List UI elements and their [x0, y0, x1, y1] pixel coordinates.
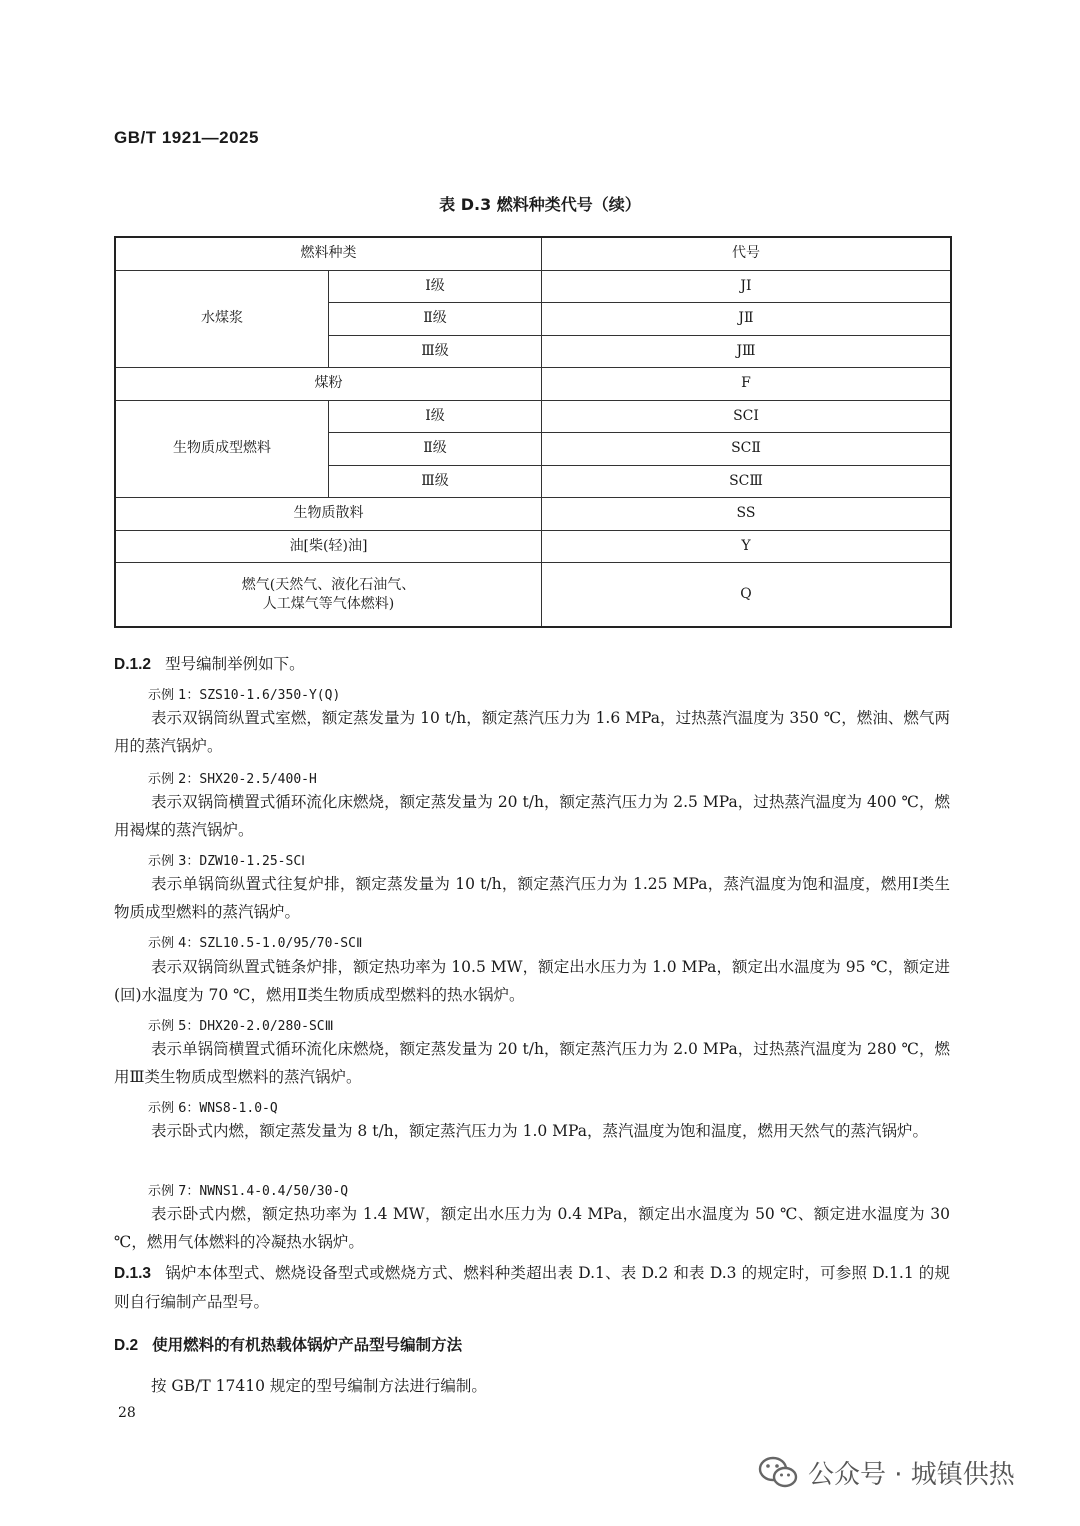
example-label	[148, 1180, 348, 1199]
example-label	[148, 1015, 334, 1034]
grade-cell: Ⅱ级	[329, 303, 542, 336]
grade-cell: Ⅲ级	[329, 335, 542, 368]
table-caption: 表 D.3 燃料种类代号（续）	[439, 195, 641, 214]
fuel-name-cell: 煤粉	[115, 368, 542, 401]
grade-cell: Ⅰ级	[329, 270, 542, 303]
section-text: 型号编制举例如下。	[165, 655, 305, 673]
example-label	[148, 768, 317, 787]
example-description: 表示双锅筒横置式循环流化床燃烧，额定蒸发量为 20 t/h，额定蒸汽压力为 2.5 MPa，过热蒸汽温度为 400 ℃，燃用褐煤的蒸汽锅炉。	[114, 793, 950, 839]
example-number: 示例 5：	[148, 1019, 200, 1034]
example-number: 示例 3：	[148, 854, 200, 869]
fuel-name-cell: 油[柴(轻)油]	[115, 530, 542, 563]
model-code: SZS10-1.6/350-Y(Q)	[199, 688, 341, 703]
document-code: GB/T 1921—2025	[114, 128, 259, 147]
example-label	[148, 850, 305, 869]
section-title: 使用燃料的有机热载体锅炉产品型号编制方法	[152, 1336, 463, 1354]
section-d2-text: 按 GB/T 17410 规定的型号编制方法进行编制。	[151, 1377, 487, 1395]
table-row	[115, 530, 951, 563]
fuel-name-cell: 水煤浆	[115, 270, 329, 368]
example-number: 示例 4：	[148, 936, 200, 951]
code-cell: Q	[542, 563, 952, 628]
example-number: 示例 1：	[148, 688, 200, 703]
code-cell: SS	[542, 498, 952, 531]
example-description: 表示双锅筒纵置式链条炉排，额定热功率为 10.5 MW，额定出水压力为 1.0 MPa，额定出水温度为 95 ℃，额定进(回)水温度为 70 ℃，燃用Ⅱ类生物质成型燃料的热水锅炉。	[114, 958, 950, 1004]
example-description: 表示卧式内燃，额定热功率为 1.4 MW，额定出水压力为 0.4 MPa，额定出水温度为 50 ℃、额定进水温度为 30 ℃，燃用气体燃料的冷凝热水锅炉。	[114, 1205, 950, 1251]
model-code: NWNS1.4-0.4/50/30-Q	[199, 1184, 349, 1199]
section-d2-heading	[114, 1333, 462, 1355]
section-d112	[114, 652, 305, 674]
code-cell: SCⅠ	[542, 400, 952, 433]
table-header-row	[115, 237, 951, 270]
fuel-type-code-table	[114, 236, 952, 628]
example-description: 表示双锅筒纵置式室燃，额定蒸发量为 10 t/h，额定蒸汽压力为 1.6 MPa，过热蒸汽温度为 350 ℃，燃油、燃气两用的蒸汽锅炉。	[114, 709, 950, 755]
section-number: D.1.2	[114, 656, 152, 673]
model-code: SZL10.5-1.0/95/70-SCⅡ	[199, 936, 363, 951]
fuel-name-cell: 生物质散料	[115, 498, 542, 531]
model-code: WNS8-1.0-Q	[199, 1101, 278, 1116]
watermark-text: 公众号 · 城镇供热	[808, 1460, 1015, 1490]
example-number: 示例 6：	[148, 1101, 200, 1116]
table-row	[115, 368, 951, 401]
fuel-name-line: 人工煤气等气体燃料)	[262, 595, 395, 612]
section-d113	[114, 1259, 950, 1316]
example-description: 表示卧式内燃，额定蒸发量为 8 t/h，额定蒸汽压力为 1.0 MPa，蒸汽温度为饱和温度，燃用天然气的蒸汽锅炉。	[151, 1122, 929, 1140]
grade-cell: Ⅰ级	[329, 400, 542, 433]
watermark	[758, 1454, 1015, 1491]
page-number: 28	[118, 1405, 136, 1421]
section-number: D.2	[114, 1337, 139, 1354]
table-row	[115, 400, 951, 433]
example-number: 示例 2：	[148, 772, 200, 787]
section-text: 锅炉本体型式、燃烧设备型式或燃烧方式、燃料种类超出表 D.1、表 D.2 和表 D.3 的规定时，可参照 D.1.1 的规则自行编制产品型号。	[114, 1264, 950, 1311]
model-code: DHX20-2.0/280-SCⅢ	[199, 1019, 334, 1034]
model-code: DZW10-1.25-SCⅠ	[199, 854, 305, 869]
example-label	[148, 684, 340, 703]
fuel-name-cell: 生物质成型燃料	[115, 400, 329, 498]
code-cell: JⅡ	[542, 303, 952, 336]
code-cell: JⅠ	[542, 270, 952, 303]
code-cell: Y	[542, 530, 952, 563]
col-header-fuel-type: 燃料种类	[115, 237, 542, 270]
table-row	[115, 270, 951, 303]
example-label	[148, 932, 362, 951]
table-row	[115, 498, 951, 531]
code-cell: F	[542, 368, 952, 401]
wechat-icon	[758, 1455, 798, 1491]
example-description: 表示单锅筒横置式循环流化床燃烧，额定蒸发量为 20 t/h，额定蒸汽压力为 2.0 MPa，过热蒸汽温度为 280 ℃，燃用Ⅲ类生物质成型燃料的蒸汽锅炉。	[114, 1040, 950, 1086]
fuel-name-cell	[115, 563, 542, 628]
section-number: D.1.3	[114, 1265, 152, 1282]
col-header-code: 代号	[542, 237, 952, 270]
model-code: SHX20-2.5/400-H	[199, 772, 317, 787]
grade-cell: Ⅲ级	[329, 465, 542, 498]
example-number: 示例 7：	[148, 1184, 200, 1199]
example-description: 表示单锅筒纵置式往复炉排，额定蒸发量为 10 t/h，额定蒸汽压力为 1.25 MPa，蒸汽温度为饱和温度，燃用Ⅰ类生物质成型燃料的蒸汽锅炉。	[114, 875, 950, 921]
code-cell: SCⅡ	[542, 433, 952, 466]
grade-cell: Ⅱ级	[329, 433, 542, 466]
fuel-name-line: 燃气(天然气、液化石油气、	[241, 576, 416, 593]
table-row	[115, 563, 951, 628]
code-cell: JⅢ	[542, 335, 952, 368]
example-label	[148, 1097, 278, 1116]
code-cell: SCⅢ	[542, 465, 952, 498]
